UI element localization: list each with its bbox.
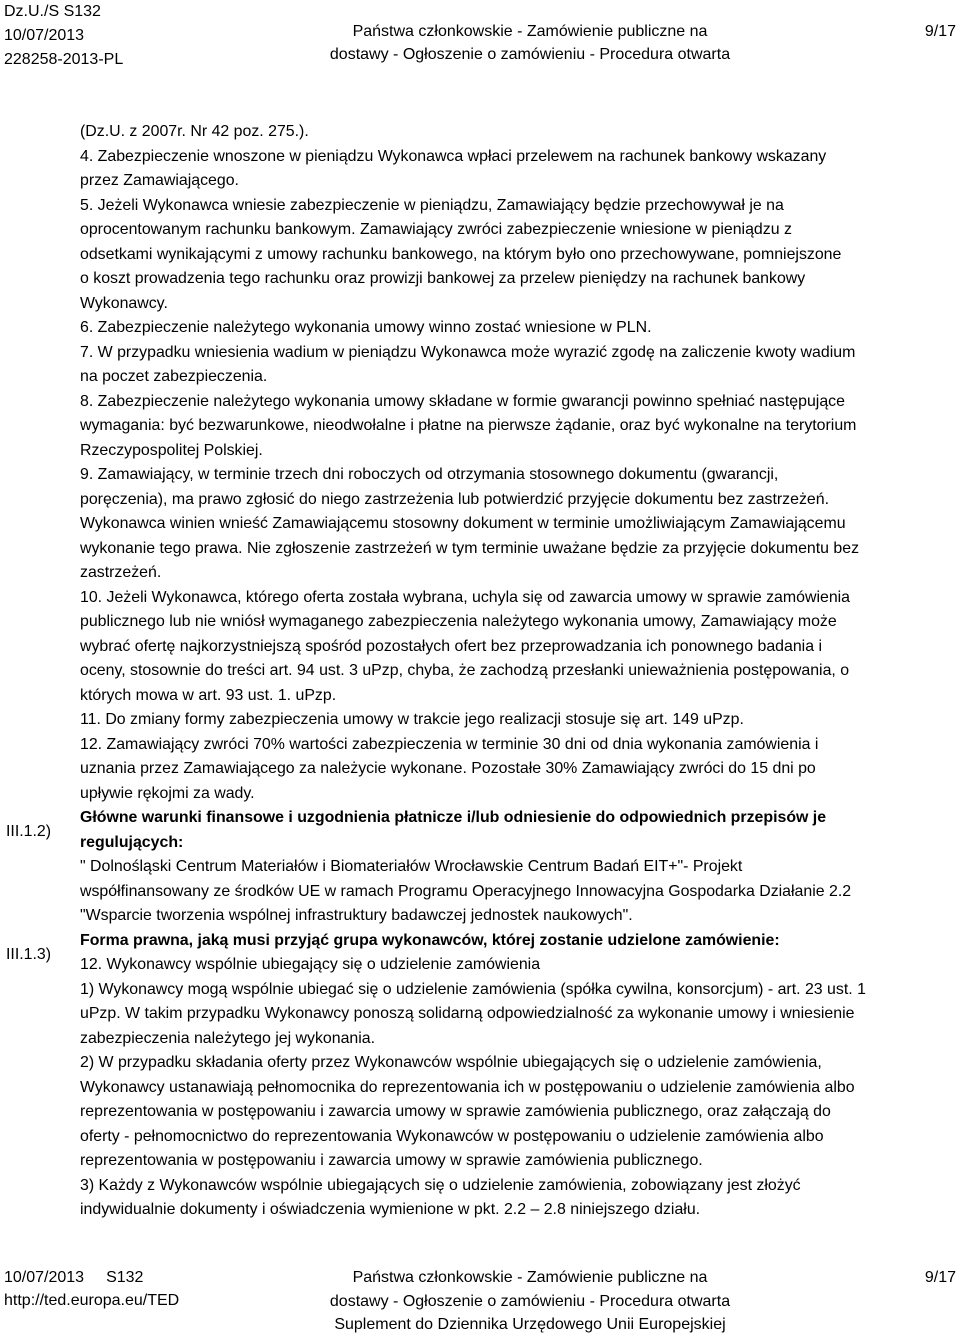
text-line: upływie rękojmi za wady. — [80, 784, 255, 802]
text-line: wymagania: być bezwarunkowe, nieodwołalne i płatne na pierwsze żądanie, oraz być wykonalne na terytorium — [80, 417, 857, 434]
text-line: wykonanie tego prawa. Nie zgłoszenie zastrzeżeń w tym terminie uważane będzie za przyjęcie dokumentu bez — [80, 539, 860, 557]
section-313-heading: Forma prawna, jaką musi przyjąć grupa wykonawców, której zostanie udzielone zamówienie: — [80, 931, 780, 949]
text-line: uznania przez Zamawiającego za należycie wykonane. Pozostałe 30% Zamawiający zwróci do 15 dni po — [80, 760, 816, 777]
text-line: oprocentowanym rachunku bankowym. Zamawiający zwróci zabezpieczenie wniesione w pieniądzu z — [80, 221, 792, 238]
text-line: o koszt prowadzenia tego rachunku oraz prowizji bankowej za przelew pieniędzy na rachunek bankowy — [80, 270, 806, 287]
header-title — [300, 20, 760, 66]
footer-line1: Państwa członkowskie - Zamówienie publiczne na — [352, 1269, 708, 1286]
text-line: współfinansowany ze środków UE w ramach Programu Operacyjnego Innowacyjna Gospodarka Działanie 2.2 — [80, 882, 852, 900]
footer-page-number: 9/17 — [924, 1269, 956, 1286]
footer-title — [300, 1266, 760, 1337]
heading-line: Główne warunki finansowe i uzgodnienia płatnicze i/lub odniesienie do odpowiednich przepisów je — [80, 809, 827, 826]
footer-date: 10/07/2013 — [4, 1269, 85, 1286]
header-page-number: 9/17 — [924, 23, 956, 40]
header-title-line2: dostawy - Ogłoszenie o zamówieniu - Procedura otwarta — [329, 46, 731, 63]
text-line: 6. Zabezpieczenie należytego wykonania umowy winno zostać wniesione w PLN. — [80, 319, 652, 336]
text-line: przez Zamawiającego. — [80, 172, 239, 189]
text-line: 11. Do zmiany formy zabezpieczenia umowy w trakcie jego realizacji stosuje się art. 149 uPzp. — [80, 711, 744, 728]
text-line: na poczet zabezpieczenia. — [80, 368, 268, 385]
footer-line2: dostawy - Ogłoszenie o zamówieniu - Procedura otwarta — [329, 1292, 731, 1310]
text-line: " Dolnośląski Centrum Materiałów i Biomateriałów Wrocławskie Centrum Badań EIT+"- Projekt — [80, 858, 743, 875]
text-line: 3) Każdy z Wykonawców wspólnie ubiegających się o udzielenie zamówienia, zobowiązany jest złożyć — [80, 1176, 801, 1194]
section-312-heading — [80, 806, 952, 855]
page-header — [0, 0, 960, 74]
text-line: indywidualnie dokumenty i oświadczenia wymienione w pkt. 2.2 – 2.8 niniejszego działu. — [80, 1201, 701, 1218]
text-line: "Wsparcie tworzenia wspólnej infrastruktury badawczej jednostek naukowych". — [80, 907, 633, 924]
text-line: 1) Wykonawcy mogą wspólnie ubiegać się o udzielenie zamówienia (spółka cywilna, konsorcjum) - art. 23 ust. 1 — [80, 980, 866, 998]
text-line: odsetkami wynikającymi z umowy rachunku bankowego, na którym było ono przechowywane, pomniejszone — [80, 245, 842, 263]
text-line: zabezpieczenia należytego jej wykonania. — [80, 1029, 376, 1047]
text-line: oceny, stosownie do treści art. 94 ust. 3 uPzp, chyba, że zachodzą przesłanki unieważnienia postępowania, o — [80, 662, 850, 679]
text-line: reprezentowania w postępowaniu i zawarcia umowy w sprawie zamówienia publicznego, oraz załączają do — [80, 1103, 831, 1120]
footer-issue: S132 — [106, 1269, 144, 1286]
footer-left — [4, 1266, 179, 1312]
page-footer — [0, 1262, 960, 1334]
text-line: uPzp. W takim przypadku Wykonawcy ponoszą solidarną odpowiedzialność za wykonanie umowy i wniesienie — [80, 1005, 855, 1022]
text-line: Wykonawcy ustanawiają pełnomocnika do reprezentowania ich w postępowaniu o udzielenie zamówienia albo — [80, 1078, 855, 1096]
document-body — [80, 120, 952, 1223]
text-line: reprezentowania w postępowaniu i zawarcia umowy w sprawie zamówienia publicznego. — [80, 1152, 703, 1169]
text-line: 4. Zabezpieczenie wnoszone w pieniądzu Wykonawca wpłaci przelewem na rachunek bankowy wskazany — [80, 147, 827, 165]
text-line: Wykonawca winien wnieść Zamawiającemu stosowny dokument w terminie umożliwiającym Zamawiającemu — [80, 515, 846, 532]
text-line: Wykonawcy. — [80, 294, 168, 312]
text-line: wybrać ofertę najkorzystniejszą spośród pozostałych ofert bez przeprowadzania ich ponownego badania i — [80, 637, 822, 655]
header-title-line1: Państwa członkowskie - Zamówienie publiczne na — [352, 23, 708, 40]
text-line: 12. Zamawiający zwróci 70% wartości zabezpieczenia w terminie 30 dni od dnia wykonania zamówienia i — [80, 735, 819, 753]
text-line: 7. W przypadku wniesienia wadium w pieniądzu Wykonawca może wyrazić zgodę na zaliczenie kwoty wadium — [80, 343, 856, 361]
section-312-text — [80, 855, 952, 929]
text-line: 10. Jeżeli Wykonawca, którego oferta została wybrana, uchyla się od zawarcia umowy w sprawie zamówienia — [80, 588, 851, 606]
text-line: publicznego lub nie wniósł wymaganego zabezpieczenia należytego wykonania umowy, Zamawiający może — [80, 613, 837, 630]
text-line: 9. Zamawiający, w terminie trzech dni roboczych od otrzymania stosownego dokumentu (gwarancji, — [80, 466, 779, 483]
footer-url[interactable]: http://ted.europa.eu/TED — [4, 1292, 180, 1309]
text-line: 2) W przypadku składania oferty przez Wykonawców wspólnie ubiegających się o udzielenie zamówienia, — [80, 1054, 822, 1071]
text-line: oferty - pełnomocnictwo do reprezentowania Wykonawców w postępowaniu o udzielenie zamówienia albo — [80, 1127, 824, 1145]
doc-id: 228258-2013-PL — [4, 51, 124, 68]
section-312-number: III.1.2) — [6, 823, 52, 840]
section-313-text — [80, 953, 952, 1223]
text-line: których mowa w art. 93 ust. 1. uPzp. — [80, 686, 337, 704]
text-line: zastrzeżeń. — [80, 564, 162, 581]
text-line: poręczenia), ma prawo zgłosić do niego zastrzeżenia lub potwierdzić przyjęcie dokumentu bez zastrzeżeń. — [80, 490, 830, 508]
footer-line3: Suplement do Dziennika Urzędowego Unii Europejskiej — [334, 1316, 726, 1333]
header-left — [4, 0, 123, 72]
heading-line: regulujących: — [80, 833, 184, 851]
text-line: 8. Zabezpieczenie należytego wykonania umowy składane w formie gwarancji powinno spełniać następujące — [80, 392, 845, 410]
text-line: 5. Jeżeli Wykonawca wniesie zabezpieczenie w pieniądzu, Zamawiający będzie przechowywał je na — [80, 196, 784, 214]
text-line: 12. Wykonawcy wspólnie ubiegający się o udzielenie zamówienia — [80, 956, 541, 973]
journal-ref: Dz.U./S S132 — [4, 3, 101, 20]
body-text — [80, 120, 952, 806]
text-line: Rzeczypospolitej Polskiej. — [80, 441, 263, 459]
text-line: (Dz.U. z 2007r. Nr 42 poz. 275.). — [80, 123, 309, 140]
section-313-number: III.1.3) — [6, 946, 52, 963]
header-date: 10/07/2013 — [4, 27, 85, 44]
